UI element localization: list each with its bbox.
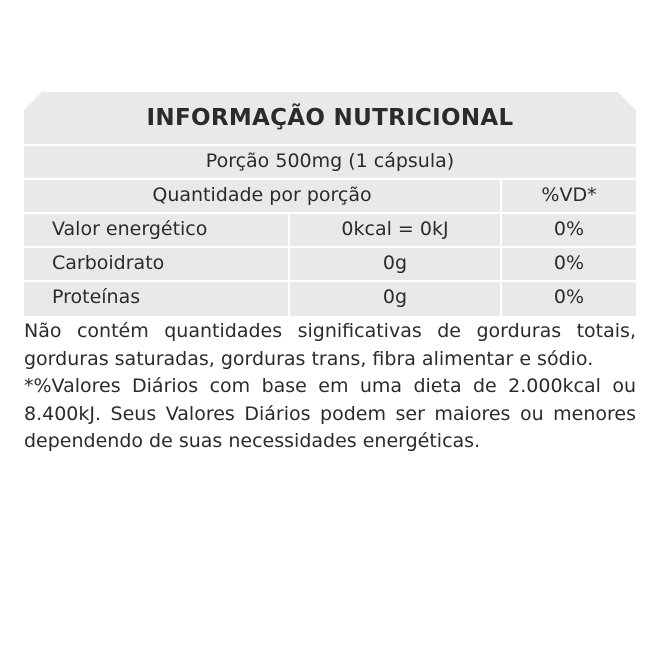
serving-size: Porção 500mg (1 cápsula) — [205, 150, 455, 172]
daily-value-header: %VD* — [541, 184, 597, 206]
quantity-per-serving-header: Quantidade por porção — [152, 184, 372, 206]
nutrition-title: INFORMAÇÃO NUTRICIONAL — [146, 105, 514, 131]
nutrient-amount: 0kcal = 0kJ — [341, 218, 449, 240]
nutrient-daily-value: 0% — [553, 218, 585, 240]
nutrient-amount: 0g — [382, 286, 408, 308]
nutrient-amount: 0g — [382, 252, 408, 274]
nutrient-name: Carboidrato — [52, 252, 165, 274]
daily-values-note: *%Valores Diários com base em uma dieta de 2.000kcal ou 8.400kJ. Seus Valores Diários podem ser maiores ou menores dependendo de suas necessidades energéticas. — [24, 375, 636, 452]
nutrient-name: Valor energético — [52, 218, 208, 240]
footnotes — [24, 318, 636, 456]
nutrient-daily-value: 0% — [553, 252, 585, 274]
nutrient-name: Proteínas — [52, 286, 141, 308]
not-significant-note: Não contém quantidades significativas de gorduras totais, gorduras saturadas, gorduras trans, fibra alimentar e sódio. — [24, 320, 636, 370]
nutrient-daily-value: 0% — [553, 286, 585, 308]
